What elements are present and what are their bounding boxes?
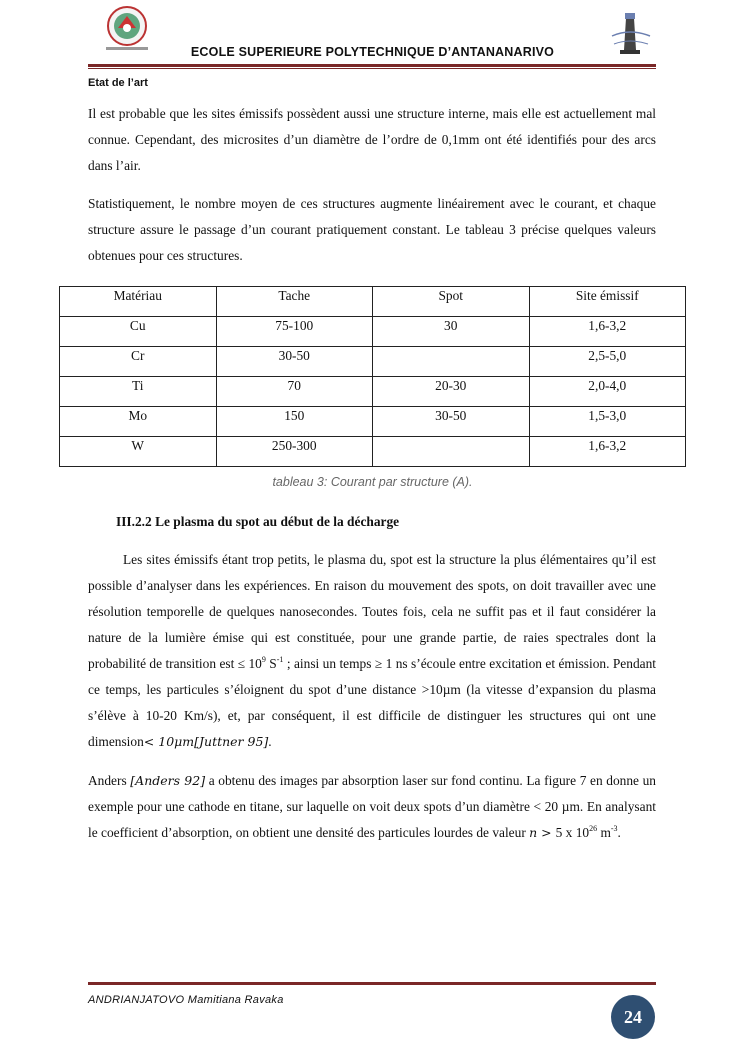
school-title: ECOLE SUPERIEURE POLYTECHNIQUE D’ANTANANARIVO <box>190 45 555 59</box>
table-row <box>60 377 686 407</box>
math-expression: < 10μm[Juttner 95] <box>143 734 269 749</box>
table-row <box>60 317 686 347</box>
superscript: -3 <box>610 824 618 833</box>
text-run: ; ainsi un temps ≥ 1 ns s’écoule entre excitation et émission. Pendant ce temps, les particules s’éloignent du spot d’une distance >10µm (la vitesse d’expansion du plasma s’élève à 10-20 Km/s), et, par conséquent, il est difficile de distinguer les structures qui ont une dimension <box>88 656 656 749</box>
text-run: Anders <box>88 773 131 788</box>
table-cell: 250-300 <box>216 437 373 467</box>
column-header: Spot <box>373 287 530 317</box>
table-cell: 1,5-3,0 <box>529 407 686 437</box>
footer-author: ANDRIANJATOVO Mamitiana Ravaka <box>88 994 284 1006</box>
table-cell: Ti <box>60 377 217 407</box>
table-cell: Cr <box>60 347 217 377</box>
table-cell: 30-50 <box>373 407 530 437</box>
header-divider <box>88 64 656 67</box>
section-label: Etat de l’art <box>88 77 148 89</box>
table-row <box>60 437 686 467</box>
table-cell: 20-30 <box>373 377 530 407</box>
paragraph-anders <box>88 768 656 846</box>
table-cell: 2,0-4,0 <box>529 377 686 407</box>
column-header: Site émissif <box>529 287 686 317</box>
table-cell: 150 <box>216 407 373 437</box>
math-expression: n > <box>529 825 556 840</box>
table-cell <box>373 347 530 377</box>
table-cell: 70 <box>216 377 373 407</box>
page-number-badge: 24 <box>611 995 655 1039</box>
table-cell: 2,5-5,0 <box>529 347 686 377</box>
table-cell: Cu <box>60 317 217 347</box>
table-row <box>60 407 686 437</box>
table-cell: W <box>60 437 217 467</box>
superscript: 26 <box>589 824 598 833</box>
footer-divider <box>88 982 656 985</box>
table-cell: 1,6-3,2 <box>529 437 686 467</box>
paragraph-statistics: Statistiquement, le nombre moyen de ces structures augmente linéairement avec le courant, et chaque structure assure le passage d’un courant pratiquement constant. Le tableau 3 précise quelques valeurs obtenues pour ces structures. <box>88 196 656 263</box>
text-run: . <box>617 825 621 840</box>
table-header-row <box>60 287 686 317</box>
table-cell: 30 <box>373 317 530 347</box>
paragraph-spot-plasma <box>88 547 656 755</box>
table-cell: 75-100 <box>216 317 373 347</box>
column-header: Matériau <box>60 287 217 317</box>
text-run: . <box>268 734 272 749</box>
table-cell <box>373 437 530 467</box>
header-divider-thin <box>88 68 656 69</box>
table-cell: 1,6-3,2 <box>529 317 686 347</box>
table-cell: Mo <box>60 407 217 437</box>
citation: [Anders 92] <box>130 773 206 788</box>
table-caption: tableau 3: Courant par structure (A). <box>272 475 473 489</box>
text-run: Les sites émissifs étant trop petits, le plasma du, spot est la structure la plus élémentaires qu’il est possible d’analyser dans les expériences. En raison du mouvement des spots, on doit travailler avec une résolution temporelle de quelques nanosecondes. Toutes fois, cela ne suffit pas et il faut considérer la nature de la lumière émise qui est constituée, pour une grande partie, de raies spectrales dont la probabilité de transition est ≤ 10 <box>88 552 656 671</box>
paragraph-emissive-sites: Il est probable que les sites émissifs possèdent aussi une structure interne, mais elle est actuellement mal connue. Cependant, des microsites d’un diamètre de l’ordre de 0,1mm ont été identifiés pour des arcs dans l’air. <box>88 106 656 173</box>
table-row <box>60 347 686 377</box>
section-heading: III.2.2 Le plasma du spot au début de la décharge <box>116 514 400 529</box>
superscript: -1 <box>276 655 284 664</box>
table-cell: 30-50 <box>216 347 373 377</box>
text-run: S <box>265 656 277 671</box>
text-run: m <box>597 825 611 840</box>
superscript: 9 <box>261 655 266 664</box>
text-run: a obtenu des images par absorption laser sur fond continu. La figure 7 en donne un exemple pour une cathode en titane, sur laquelle on voit deux spots d’un diamètre < 20 µm. En analysant le coefficient d’absorption, on obtient une densité des particules lourdes de valeur <box>88 773 657 840</box>
text-run: 5 x 10 <box>555 825 590 840</box>
column-header: Tache <box>216 287 373 317</box>
current-per-structure-table <box>59 286 686 467</box>
